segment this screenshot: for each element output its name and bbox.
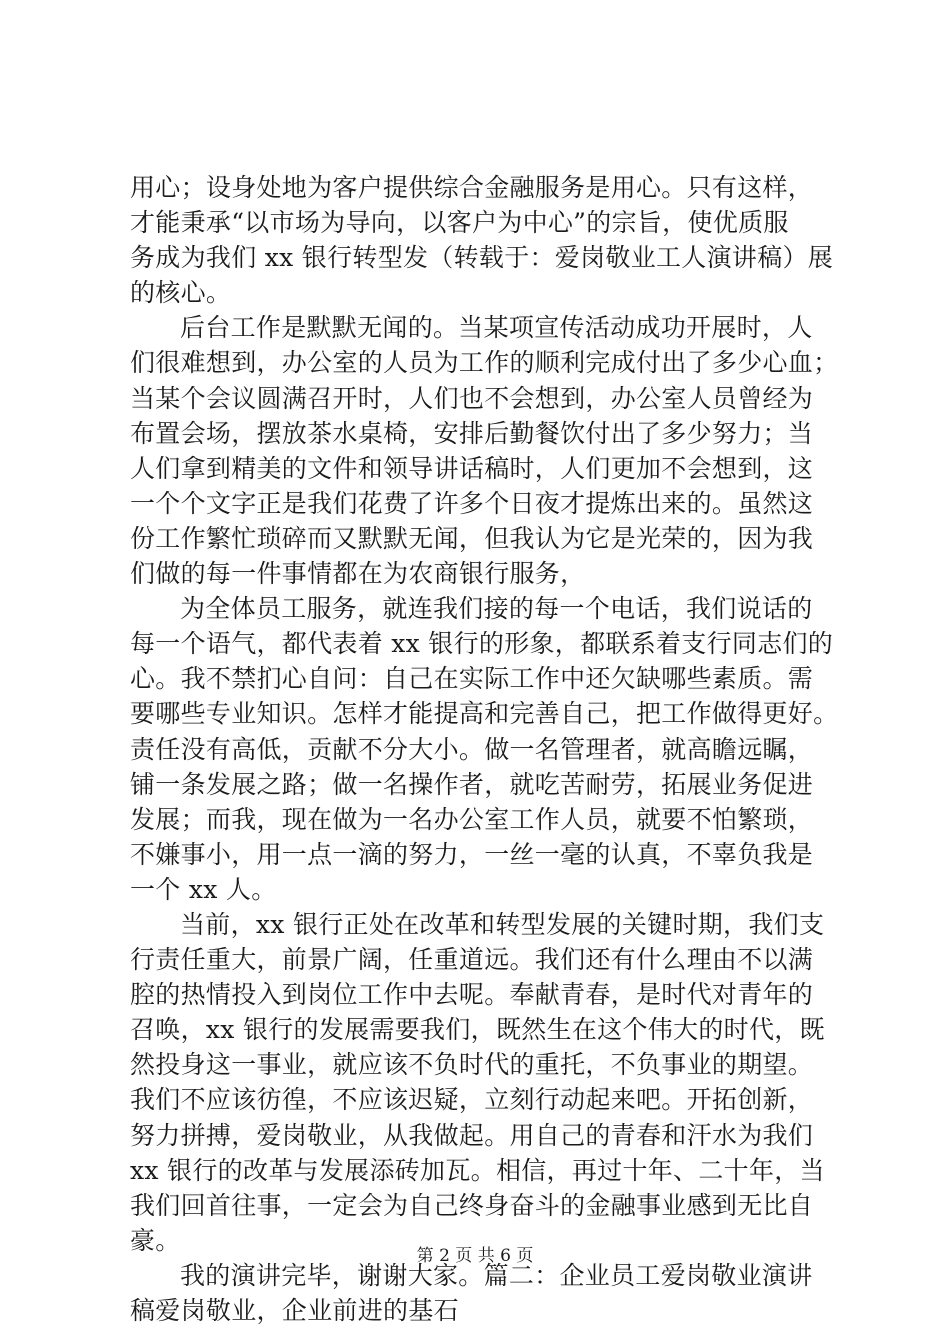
text-line: 一个 xx 人。: [130, 874, 277, 904]
text-line: 我的演讲完毕，谢谢大家。篇二：企业员工爱岗敬业演讲: [180, 1260, 813, 1290]
text-line: 不嫌事小，用一点一滴的努力，一丝一毫的认真，不辜负我是: [130, 839, 814, 869]
text-line: 当前，xx 银行正处在改革和转型发展的关键时期，我们支: [180, 909, 825, 939]
text-line: 腔的热情投入到岗位工作中去呢。奉献青春，是时代对青年的: [130, 980, 814, 1010]
text-line: 用心；设身处地为客户提供综合金融服务是用心。只有这样，: [130, 173, 814, 202]
text-line: 务成为我们 xx 银行转型发（转载于：爱岗敬业工人演讲稿）展: [130, 243, 834, 273]
text-line: 然投身这一事业，就应该不负时代的重托，不负事业的期望。: [130, 1050, 814, 1080]
text-line: 份工作繁忙琐碎而又默默无闻，但我认为它是光荣的，因为我: [130, 523, 814, 553]
text-line: 才能秉承“以市场为导向，以客户为中心”的宗旨，使优质服: [130, 208, 789, 238]
text-line: 我们不应该彷徨，不应该迟疑，立刻行动起来吧。开拓创新，: [130, 1085, 814, 1115]
text-line: 发展；而我，现在做为一名办公室工作人员，就要不怕繁琐，: [130, 804, 814, 834]
text-line: 铺一条发展之路；做一名操作者，就吃苦耐劳，拓展业务促进: [130, 769, 814, 799]
text-line: 召唤，xx 银行的发展需要我们，既然生在这个伟大的时代，既: [130, 1015, 825, 1045]
text-line: 要哪些专业知识。怎样才能提高和完善自己，把工作做得更好。: [130, 699, 839, 729]
text-line: 们很难想到，办公室的人员为工作的顺利完成付出了多少心血；: [130, 348, 839, 378]
text-line: 布置会场，摆放茶水桌椅，安排后勤餐饮付出了多少努力；当: [130, 418, 814, 448]
text-line: 当某个会议圆满召开时，人们也不会想到，办公室人员曾经为: [130, 383, 814, 413]
text-line: 一个个文字正是我们花费了许多个日夜才提炼出来的。虽然这: [130, 488, 814, 518]
text-line: 努力拼搏，爱岗敬业，从我做起。用自己的青春和汗水为我们: [130, 1120, 814, 1150]
text-line: 每一个语气，都代表着 xx 银行的形象，都联系着支行同志们的: [130, 629, 834, 659]
page-number-footer: 第 2 页 共 6 页: [416, 1246, 534, 1266]
text-line: 行责任重大，前景广阔，任重道远。我们还有什么理由不以满: [130, 945, 814, 975]
text-line: 人们拿到精美的文件和领导讲话稿时，人们更加不会想到，这: [130, 453, 814, 483]
text-line: 后台工作是默默无闻的。当某项宣传活动成功开展时，人: [180, 313, 813, 343]
text-line: 稿爱岗敬业，企业前进的基石: [130, 1296, 459, 1325]
document-body: [130, 170, 839, 1328]
text-line: 责任没有高低，贡献不分大小。做一名管理者，就高瞻远瞩，: [130, 734, 814, 764]
text-line: 心。我不禁扪心自问：自己在实际工作中还欠缺哪些素质。需: [130, 664, 814, 694]
text-line: 豪。: [130, 1225, 181, 1255]
text-line: 们做的每一件事情都在为农商银行服务，: [130, 559, 586, 589]
text-line: xx 银行的改革与发展添砖加瓦。相信，再过十年、二十年，当: [130, 1155, 825, 1185]
text-line: 为全体员工服务，就连我们接的每一个电话，我们说话的: [180, 594, 813, 624]
text-line: 我们回首往事，一定会为自己终身奋斗的金融事业感到无比自: [130, 1190, 814, 1220]
text-line: 的核心。: [130, 278, 232, 308]
